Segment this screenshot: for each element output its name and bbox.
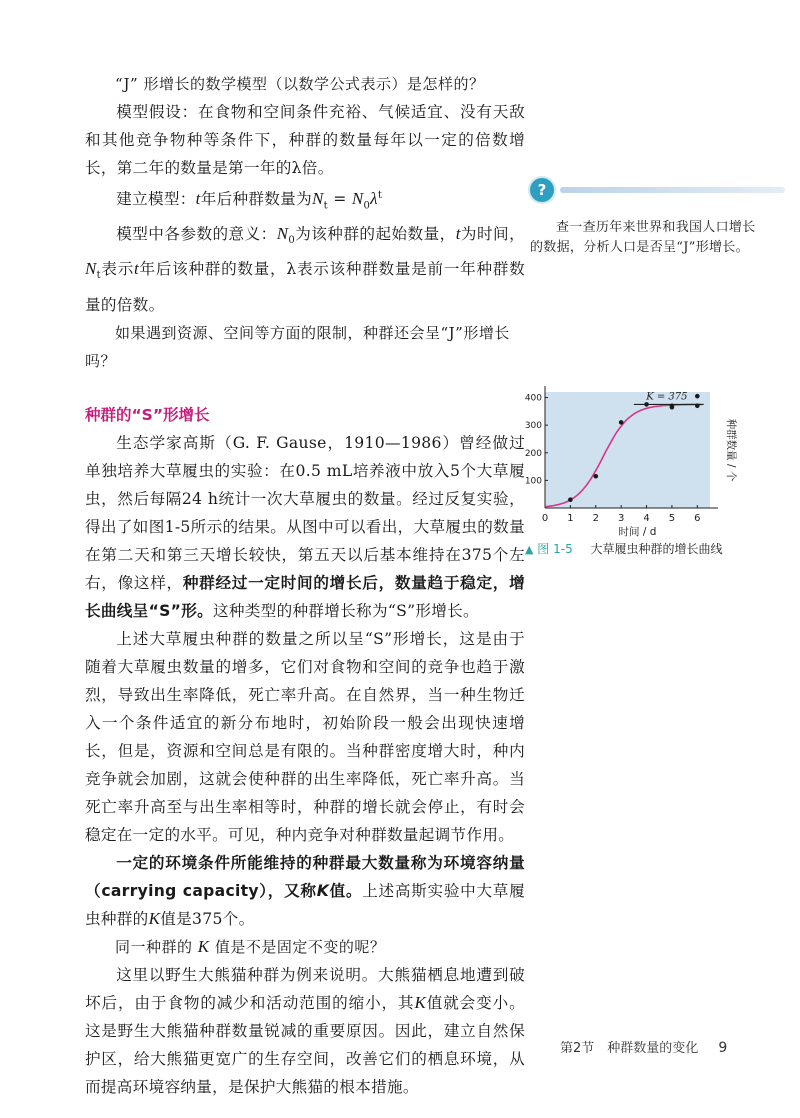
caption-text: 大草履虫种群的增长曲线 bbox=[590, 542, 723, 556]
q3-a: 同一种群的 bbox=[115, 937, 198, 956]
meaning-c: 为时间， bbox=[460, 225, 525, 244]
formula-nt: N bbox=[311, 189, 324, 209]
x-tick-label: 6 bbox=[694, 513, 701, 524]
x-tick-label: 3 bbox=[617, 513, 625, 524]
model-assumption: 模型假设：在食物和空间条件充裕、气候适宜、没有天敌和其他竞争物种等条件下，种群的数量每年以一定的倍数增长，第二年的数量是第一年的λ倍。 bbox=[85, 103, 525, 177]
formula-nt-sub: t bbox=[323, 200, 328, 212]
data-point bbox=[670, 404, 675, 409]
data-point bbox=[593, 474, 598, 479]
gause-paragraph bbox=[85, 429, 525, 625]
formula-eq: = bbox=[327, 190, 352, 209]
formula-n0: N bbox=[351, 189, 364, 209]
x-tick-label: 1 bbox=[567, 513, 574, 524]
question-icon: ? bbox=[530, 178, 554, 202]
panda-text: 这里以野生大熊猫种群为例来说明。大熊猫栖息地遭到破坏后，由于食物的减少和活动范围的缩小，其 bbox=[85, 965, 525, 1012]
q3-b: 值是不是固定不变的呢？ bbox=[209, 937, 386, 956]
data-point bbox=[568, 497, 573, 502]
model-formula-paragraph bbox=[85, 182, 525, 220]
caption-number: 图 1-5 bbox=[537, 542, 573, 556]
capacity-k bbox=[317, 882, 329, 900]
formula-n0-sub: 0 bbox=[363, 200, 371, 212]
sidebar-box bbox=[530, 178, 785, 258]
capacity-paragraph bbox=[85, 849, 525, 933]
x-axis-label: 时间 / d bbox=[618, 526, 657, 538]
figure-growth-curve bbox=[515, 380, 745, 544]
footer-section: 第2节 种群数量的变化 bbox=[560, 1041, 699, 1056]
sidebar-bar bbox=[560, 187, 785, 193]
meaning-t2: t bbox=[134, 259, 140, 279]
sidebar-header bbox=[530, 178, 785, 202]
gause-text-end: 这种类型的种群增长称为“S”形增长。 bbox=[213, 601, 479, 620]
meaning-b: 为该种群的起始数量， bbox=[295, 225, 456, 244]
competition-paragraph: 上述大草履虫种群的数量之所以呈“S”形增长，这是由于随着大草履虫数量的增多，它们对食物和空间的竞争也趋于激烈，导致出生率降低，死亡率升高。在自然界，当一种生物迁入一个条件适宜的新分布地时，初始阶段一般会出现快速增长，但是，资源和空间总是有限的。当种群密度增大时，种内竞争就会加剧，这就会使种群的出生率降低，死亡率升高。当死亡率升高至与出生率相等时，种群的增长就会停止，有时会稳定在一定的水平。可见，种内竞争对种群数量起调节作用。 bbox=[85, 629, 525, 844]
panda-k: K bbox=[414, 992, 427, 1012]
meaning-a: 模型中各参数的意义： bbox=[116, 225, 277, 244]
panda-paragraph bbox=[85, 961, 525, 1101]
growth-chart bbox=[515, 380, 745, 540]
question-j-model: “J” 形增长的数学模型（以数学公式表示）是怎样的？ bbox=[115, 75, 485, 93]
capacity-k-italic: K bbox=[148, 908, 161, 928]
section-heading: 种群的“S”形增长 bbox=[85, 405, 210, 424]
capacity-definition: 一定的环境条件所能维持的种群最大数量称为环境容纳量（carrying capacity），又称 bbox=[85, 853, 525, 900]
gause-text: 生态学家高斯（G. F. Gause，1910—1986）曾经做过单独培养大草履虫的实验：在0.5 mL培养液中放入5个大草履虫，然后每隔24 h统计一次大草履虫的数量。经过反复实验，得出了如图1-5所示的结果。从图中可以看出，大草履虫的数量在第二天和第三天增长较快，第五天以后基本维持在375个左右，像这样， bbox=[85, 433, 525, 592]
var-t: t bbox=[195, 189, 201, 209]
x-tick-label: 0 bbox=[541, 513, 549, 524]
x-tick-label: 4 bbox=[643, 513, 650, 524]
model-mid: 年后种群数量为 bbox=[200, 190, 312, 209]
meaning-n0-sub: 0 bbox=[288, 235, 296, 247]
data-point bbox=[695, 404, 700, 409]
question-k-fixed bbox=[85, 933, 525, 961]
panda-text-end: 值就会变小。这是野生大熊猫种群数量锐减的重要原因。因此，建立自然保护区，给大熊猫更宽广的生存空间，改善它们的栖息环境，从而提高环境容纳量，是保护大熊猫的根本措施。 bbox=[85, 993, 525, 1096]
formula-lambda: λ bbox=[370, 189, 378, 209]
y-tick-label: 300 bbox=[524, 421, 542, 432]
y-tick-label: 400 bbox=[524, 393, 542, 404]
capacity-text-end: 值是375个。 bbox=[160, 909, 255, 928]
model-prefix: 建立模型： bbox=[116, 190, 196, 209]
formula-sup: t bbox=[377, 190, 383, 201]
meaning-nt: N bbox=[85, 259, 97, 279]
meaning-e: 年后该种群的数量，λ表示该种群数量是前一年种群数量的倍数。 bbox=[85, 260, 525, 314]
caption-triangle-icon: ▲ bbox=[525, 543, 534, 556]
meaning-d: 表示 bbox=[100, 260, 135, 279]
page-footer bbox=[560, 1037, 727, 1056]
y-tick-label: 200 bbox=[524, 448, 542, 459]
meaning-n0: N bbox=[276, 224, 289, 244]
plot-background bbox=[545, 392, 710, 508]
data-point bbox=[644, 402, 649, 407]
capacity-k-letter: K bbox=[316, 881, 330, 900]
question-limits: 如果遇到资源、空间等方面的限制，种群还会呈“J”形增长吗？ bbox=[85, 323, 510, 370]
x-tick-label: 5 bbox=[668, 513, 676, 524]
data-point bbox=[619, 420, 624, 425]
capacity-definition-end: 值。 bbox=[329, 881, 363, 900]
parameter-meaning bbox=[85, 220, 525, 318]
page-number: 9 bbox=[718, 1040, 728, 1056]
main-text-column bbox=[85, 70, 525, 1101]
capacity-text: 上述高斯实验中大草履虫种群的 bbox=[85, 881, 525, 928]
x-tick-label: 2 bbox=[592, 513, 599, 524]
q3-k: K bbox=[197, 936, 210, 956]
k-annotation: K = 375 bbox=[646, 391, 688, 403]
y-axis-label: 种群数量 / 个 bbox=[725, 418, 737, 482]
figure-caption bbox=[525, 540, 723, 557]
meaning-t: t bbox=[455, 224, 461, 244]
meaning-nt-sub: t bbox=[96, 270, 101, 282]
data-point bbox=[695, 394, 700, 399]
y-tick-label: 100 bbox=[524, 476, 542, 487]
sidebar-text: 查一查历年来世界和我国人口增长的数据，分析人口是否呈“J”形增长。 bbox=[530, 220, 756, 255]
s-growth-definition: 种群经过一定时间的增长后，数量趋于稳定，增长曲线呈“S”形。 bbox=[85, 573, 525, 620]
